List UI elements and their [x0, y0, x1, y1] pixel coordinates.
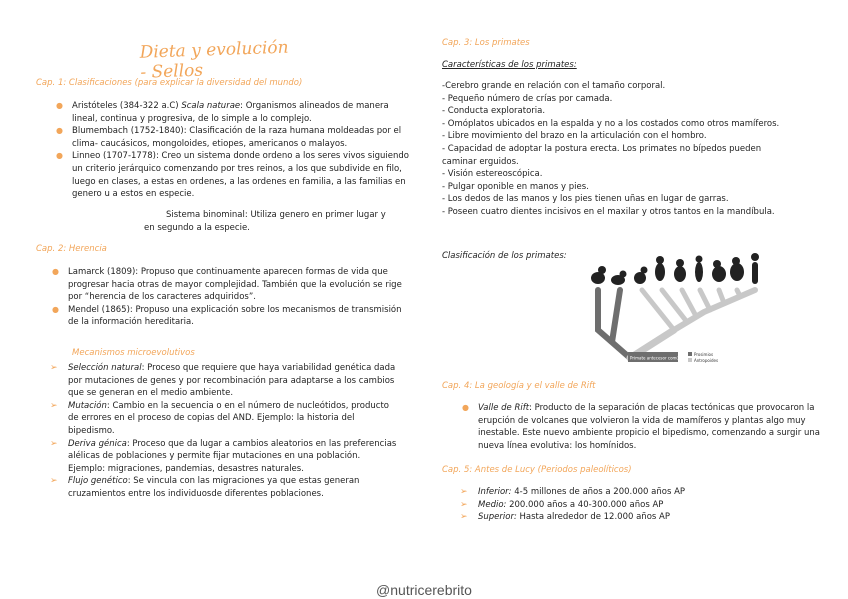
cap2-list [52, 266, 410, 329]
cap1-list [56, 100, 410, 201]
classification-label: Clasificación de los primates: [442, 251, 567, 261]
trait-line: caminar erguidos. [442, 156, 519, 167]
list-item: ● Aristóteles (384-322 a.C) Scala naturae: Organismos alineados de manera lineal, continua y progresiva, de lo simple a lo complejo. [56, 101, 389, 124]
arrow-bullet-icon: ➢ [50, 363, 58, 373]
list-item: ● Valle de Rift: Producto de la separación de placas tectónicas que provocaron la erupción de volcanes que volvieron la vida de mamíferos y plantas algo muy inestable. Este nuevo ambiente propicio el bipedismo, comenzando a surgir una nueva línea evolutiva: los homínidos. [462, 403, 820, 451]
cap4-header: Cap. 4: La geología y el valle de Rift [442, 381, 596, 391]
list-item: ➢ Deriva génica: Proceso que da lugar a cambios aleatorios en las preferencias alélicas de poblaciones y permite fijar mutaciones en una población. Ejemplo: migraciones, pandemias, desastres naturales. [50, 438, 397, 474]
bullet-icon: ● [56, 151, 63, 161]
bullet-icon: ● [56, 101, 63, 110]
arrow-bullet-icon: ➢ [50, 476, 58, 487]
list-item: ➢ Flujo genético: Se vincula con las migraciones ya que estas generan cruzamientos entre los individuosde diferentes poblaciones. [50, 476, 360, 499]
arrow-bullet-icon: ➢ [50, 438, 58, 449]
trait-line: - Pulgar oponible en manos y pies. [442, 181, 589, 192]
cap3-subheader: Características de los primates: [442, 60, 577, 70]
list-item: ● Lamarck (1809): Propuso que continuamente aparecen formas de vida que progresar hacia otras de mayor complejidad. También que la evolución se rige por “herencia de los caracteres adquiridos”. [52, 267, 402, 303]
bullet-icon: ● [462, 403, 469, 412]
legend-swatch-dark [688, 352, 692, 356]
trait-line: - Poseen cuatro dientes incisivos en el maxilar y otros tantos en la mandíbula. [442, 206, 775, 217]
list-item: ● Linneo (1707-1778): Creo un sistema donde ordeno a los seres vivos siguiendo un criterio jerárquico comenzando por tres reinos, a los que subdivide en filo, luego en clases, a estas en ordenes, a las ordenes en familia, a las familias en genero u a estos en especie. [56, 151, 409, 200]
trait-line: -Cerebro grande en relación con el tamaño corporal. [442, 81, 666, 91]
bullet-icon: ● [52, 267, 59, 276]
bullet-icon: ● [52, 304, 59, 314]
arrow-bullet-icon: ➢ [460, 512, 468, 523]
mech-header: Mecanismos microevolutivos [72, 348, 195, 358]
cap5-list [460, 486, 798, 524]
trait-line: - Visión estereoscópica. [442, 169, 543, 180]
trait-line: - Omóplatos ubicados en la espalda y no a los costados como otros mamíferos. [442, 118, 780, 129]
legend-swatch-light [688, 358, 692, 362]
branches [598, 290, 755, 358]
bullet-icon: ● [56, 126, 63, 136]
cap1-header: Cap. 1: Clasificaciones (para explicar la diversidad del mundo) [36, 78, 303, 88]
trait-line: - Pequeño número de crías por camada. [442, 93, 613, 104]
list-item: ➢ Mutación: Cambio en la secuencia o en el número de nucleótidos, producto de errores en el proceso de copias del AND. Ejemplo: la historia del bipedismo. [50, 400, 390, 436]
list-item: ➢ Medio: 200.000 años a 40-300.000 años AP [460, 499, 664, 510]
page-title: Dieta y evolución - Sellos [139, 37, 289, 83]
base-label: Primate antecesor común [630, 355, 682, 361]
cap2-header: Cap. 2: Herencia [36, 244, 107, 254]
binomial-line-2: en segundo a la especie. [144, 223, 250, 233]
primate-tree-diagram [584, 248, 774, 370]
list-item: ➢ Superior: Hasta alrededor de 12.000 años AP [460, 512, 670, 523]
silhouettes [591, 253, 759, 285]
list-item: ➢ Inferior: 4-5 millones de años a 200.000 años AP [460, 487, 686, 497]
watermark: @nutricerebrito [376, 582, 472, 598]
trait-line: - Libre movimiento del brazo en la articulación con el hombro. [442, 131, 707, 142]
primate-traits [442, 80, 822, 219]
cap4-list [462, 402, 822, 452]
cap3-header: Cap. 3: Los primates [442, 38, 530, 48]
trait-line: - Conducta exploratoria. [442, 106, 546, 117]
list-item: ➢ Selección natural: Proceso que requiere que haya variabilidad genética dada por mutaciones de genes y por recombinación para adaptarse a los cambios que se generan en el medio ambiente. [50, 363, 396, 399]
arrow-bullet-icon: ➢ [460, 487, 468, 497]
binomial-line-1: Sistema binominal: Utiliza genero en primer lugar y [166, 210, 386, 220]
arrow-bullet-icon: ➢ [460, 499, 468, 510]
cap5-header: Cap. 5: Antes de Lucy (Periodos paleolíticos) [442, 465, 632, 475]
legend-prosimios: Prosimios [694, 352, 714, 357]
list-item: ● Blumembach (1752-1840): Clasificación de la raza humana moldeadas por el clima- caucásicos, mongoloides, etiopes, americanos o malayos. [56, 126, 402, 149]
trait-line: - Los dedos de las manos y los pies tienen uñas en lugar de garras. [442, 194, 729, 205]
arrow-bullet-icon: ➢ [50, 400, 58, 411]
trait-line: - Capacidad de adoptar la postura erecta. Los primates no bípedos pueden [442, 143, 762, 154]
list-item: ● Mendel (1865): Propuso una explicación sobre los mecanismos de transmisión de la información hereditaria. [52, 304, 402, 328]
legend-antropoides: Antropoides [694, 358, 719, 363]
mechanisms-list [50, 362, 398, 501]
